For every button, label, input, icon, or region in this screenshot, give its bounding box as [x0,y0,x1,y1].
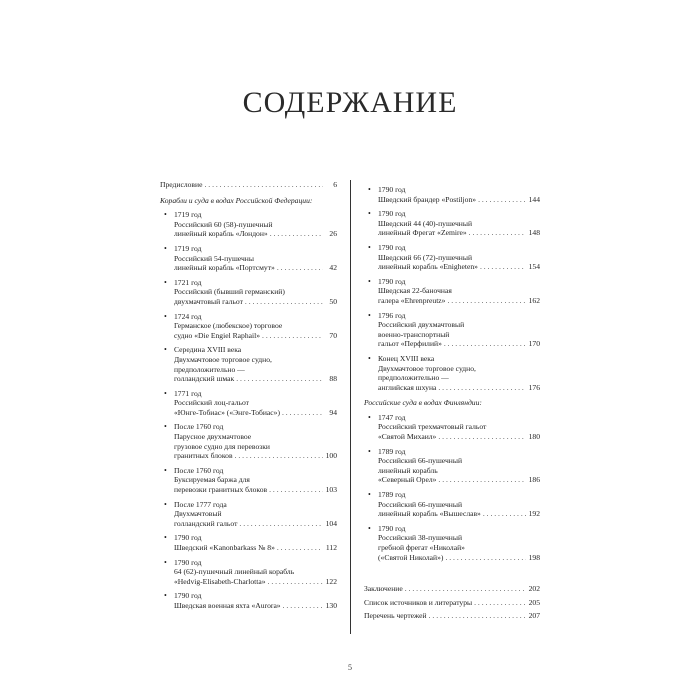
toc-entry-line: • 1789 год [378,446,406,456]
toc-item-text: линейный корабль «Лондон» [174,229,268,239]
toc-item-text: («Святой Николай») [378,552,444,562]
toc-entry [160,533,337,552]
toc-entries-list [364,185,540,392]
column-divider [350,180,351,634]
toc-entry-line: • 1789 год [378,490,406,500]
toc-item-text: линейный корабль «Портсмут» [174,263,275,273]
toc-entry [160,466,337,495]
toc-entry-line: • 1790 год [378,242,406,252]
toc-entry-line: Российский 66-пушечный [378,456,463,466]
toc-entry-line: • 1771 год [174,388,202,398]
toc-page-number: 70 [329,330,337,340]
toc-line [174,263,337,273]
toc-final-row [364,598,540,608]
dot-leader [445,553,526,563]
toc-entry-line: Шведский 66 (72)-пушечный [378,252,473,262]
toc-entry-line: гребной фрегат «Николай» [378,543,465,552]
toc-item-text: галера «Ehrenpreutz» [378,295,446,305]
dot-leader [438,432,526,442]
toc-entry-line: • 1724 год [174,311,202,321]
page-number: 5 [348,663,352,672]
toc-entries-list [160,210,337,610]
toc-item-text: линейный Фрегат «Zemire» [378,228,467,238]
dot-leader [283,601,323,611]
dot-leader [277,263,323,273]
toc-item-text: Шведский брандер «Postiljon» [378,194,477,204]
dot-leader [474,598,526,608]
toc-page-number: 176 [528,382,540,392]
dot-leader [438,383,526,393]
toc-entry-line: Российский лоц-гальот [174,398,249,408]
toc-line [174,229,337,239]
toc-entry [364,413,540,442]
toc-entry-line: 64 (62)-пушечный линейный корабль [174,567,295,577]
toc-left-column [160,180,337,611]
toc-page-number: 94 [329,407,337,417]
toc-line [174,601,337,611]
dot-leader [204,180,323,190]
toc-line [174,374,337,384]
toc-page-number: 154 [528,262,540,272]
toc-page-number: 26 [329,229,337,239]
toc-entry-line: Российский 66-пушечный [378,499,463,509]
toc-preface-row [160,180,337,190]
toc-item-text: Перечень чертежей [364,611,427,621]
toc-entry-line: предположительно — [378,373,449,383]
toc-line [378,262,540,272]
toc-final-row [364,611,540,621]
toc-page-number: 148 [528,228,540,238]
toc-line [378,296,540,306]
toc-page-number: 162 [528,295,540,305]
toc-entry-line: предположительно — [174,364,245,374]
dot-leader [429,611,526,621]
toc-line [174,543,337,553]
toc-entry-line: • После 1760 год [174,422,224,432]
toc-entry-line: • 1747 год [378,412,406,422]
page-title: СОДЕРЖАНИЕ [242,86,458,119]
toc-entry-line: Российский 54-пушечны [174,253,254,263]
toc-entries-list [364,413,540,562]
toc-entry [160,345,337,383]
dot-leader [480,262,526,272]
toc-line [174,331,337,341]
dot-leader [483,509,526,519]
toc-item-text: «Юнге-Тобиас» («Энге-Тобиас») [174,407,280,417]
toc-page-number: 130 [325,600,337,610]
dot-leader [269,485,323,495]
toc-entry [160,389,337,418]
dot-leader [245,297,323,307]
toc-item-text: перевозки гранитных блоков [174,485,268,495]
toc-page-number: 202 [528,584,540,594]
toc-entry-line: грузовое судно для перевозки [174,441,270,451]
toc-page-number: 192 [528,509,540,519]
toc-entry [364,185,540,204]
toc-entry [160,244,337,273]
section-heading: Российские суда в водах Финляндии: [364,398,482,408]
toc-line [174,297,337,307]
toc-entry-line: Шведская 22-баночная [378,286,452,296]
toc-line [378,383,540,393]
toc-entry [160,210,337,239]
toc-item-text: гранитных блоков [174,451,233,461]
toc-item-text: «Святой Михаил» [378,432,437,442]
toc-entry-line: • 1790 год [378,209,406,219]
toc-page-number: 144 [528,194,540,204]
toc-entry [160,591,337,610]
toc-page-number: 104 [325,518,337,528]
toc-entry [364,490,540,519]
toc-page-number: 42 [329,263,337,273]
dot-leader [478,195,526,205]
toc-line [378,195,540,205]
toc-final-list [364,584,540,621]
toc-entry [364,311,540,349]
dot-leader [282,408,323,418]
toc-entry-line: • 1719 год [174,210,202,220]
toc-entry [364,447,540,485]
dot-leader [277,543,323,553]
toc-entry [364,243,540,272]
toc-item-text: двухмачтовый гальот [174,296,243,306]
toc-entry-line: Двухмачтовый [174,509,222,519]
dot-leader [268,577,323,587]
toc-entry-line: линейный корабль [378,465,438,475]
toc-entry-line: • 1790 год [174,557,202,567]
toc-item-text: Шведская военная яхта «Aurora» [174,600,281,610]
toc-entry [364,209,540,238]
toc-page-number: 100 [325,451,337,461]
spacer [364,562,540,580]
toc-entry-line: военно-транспортный [378,329,450,339]
toc-entry-line: • Конец XVIII века [378,353,435,363]
dot-leader [438,475,526,485]
dot-leader [262,331,323,341]
toc-page-number: 88 [329,374,337,384]
dot-leader [239,519,323,529]
toc-item-text: голландский шмак [174,374,235,384]
toc-right-column [364,180,540,621]
toc-entry-line: Двухмачтовое торговое судно, [378,363,476,373]
toc-item-text: голландский гальот [174,518,238,528]
toc-entry-line: • 1719 год [174,243,202,253]
dot-leader [235,451,323,461]
toc-entry [160,312,337,341]
toc-line [378,432,540,442]
toc-entry [364,524,540,562]
toc-entry [160,558,337,587]
dot-leader [405,584,526,594]
toc-item-text: английская шхуна [378,382,437,392]
toc-entry-line: Шведский 44 (40)-пушечный [378,218,473,228]
dot-leader [469,228,526,238]
section-heading: Корабли и суда в водах Российской Федерации: [160,195,313,205]
dot-leader [444,339,526,349]
toc-entry-line: • 1796 год [378,310,406,320]
toc-line [174,519,337,529]
toc-line [174,408,337,418]
toc-entry-line: • После 1760 год [174,465,224,475]
toc-entry-line: • 1790 год [378,185,406,194]
toc-entry-line: • Середина XVIII века [174,345,242,355]
toc-line [378,475,540,485]
toc-page-number: 50 [329,296,337,306]
toc-item-text: Заключение [364,584,403,594]
toc-item-text: Шведский «Kanonbarkass № 8» [174,543,275,552]
toc-page-number: 180 [528,432,540,442]
toc-entry-line: Российский двухмачтовый [378,320,465,330]
toc-final-row [364,584,540,594]
toc-entry-line: • 1790 год [174,591,202,601]
dot-leader [447,296,526,306]
toc-entry-line: Российский 60 (58)-пушечный [174,219,273,229]
toc-entry [160,422,337,460]
toc-item-text: линейный корабль «Enigheten» [378,262,478,272]
toc-entry-line: • После 1777 года [174,499,227,509]
toc-page-number: 205 [528,597,540,607]
toc-item-text: гальот «Перфилий» [378,339,442,349]
toc-entry-line: Двухмачтовое торговое судно, [174,354,272,364]
dot-leader [236,374,323,384]
toc-line [378,553,540,563]
dot-leader [270,229,323,239]
toc-entry-line: Парусное двухмачтовое [174,432,252,442]
toc-entry [364,354,540,392]
toc-entry-line: Российский 38-пушечный [378,533,463,543]
toc-entry [160,500,337,529]
toc-entry-line: • 1721 год [174,277,202,287]
toc-page-number: 103 [325,485,337,495]
toc-entry-line: Буксируемая баржа для [174,475,250,485]
toc-page-number: 6 [333,180,337,189]
toc-page-number: 207 [528,611,540,621]
toc-line [378,228,540,238]
toc-entry [364,277,540,306]
toc-entry [160,278,337,307]
toc-entry-line: Российский (бывший германский) [174,287,285,297]
toc-item-text: «Hedvig-Elisabeth-Charlotta» [174,576,266,586]
toc-page-number: 170 [528,339,540,349]
toc-line [174,451,337,461]
toc-entry-line: • 1790 год [378,276,406,286]
toc-entry-line: Германское (любекское) торговое [174,321,283,331]
toc-page-number: 122 [325,576,337,586]
toc-entry-line: Российский трехмачтовый гальот [378,422,487,432]
toc-entry-line: • 1790 год [378,523,406,533]
toc-line [174,485,337,495]
toc-line [378,509,540,519]
toc-item-text: Список источников и литературы [364,597,473,607]
toc-item-text: линейный корабль «Вышеслав» [378,509,481,519]
toc-line [378,339,540,349]
toc-page-number: 112 [325,543,337,552]
toc-item-text: «Северный Орел» [378,475,437,485]
toc-line [174,577,337,587]
toc-page-number: 186 [528,475,540,485]
toc-item-text: судно «Die Engiel Raphail» [174,330,261,340]
toc-page-number: 198 [528,552,540,562]
toc-item-text: Предисловие [160,180,203,189]
toc-entry-line: • 1790 год [174,533,202,543]
